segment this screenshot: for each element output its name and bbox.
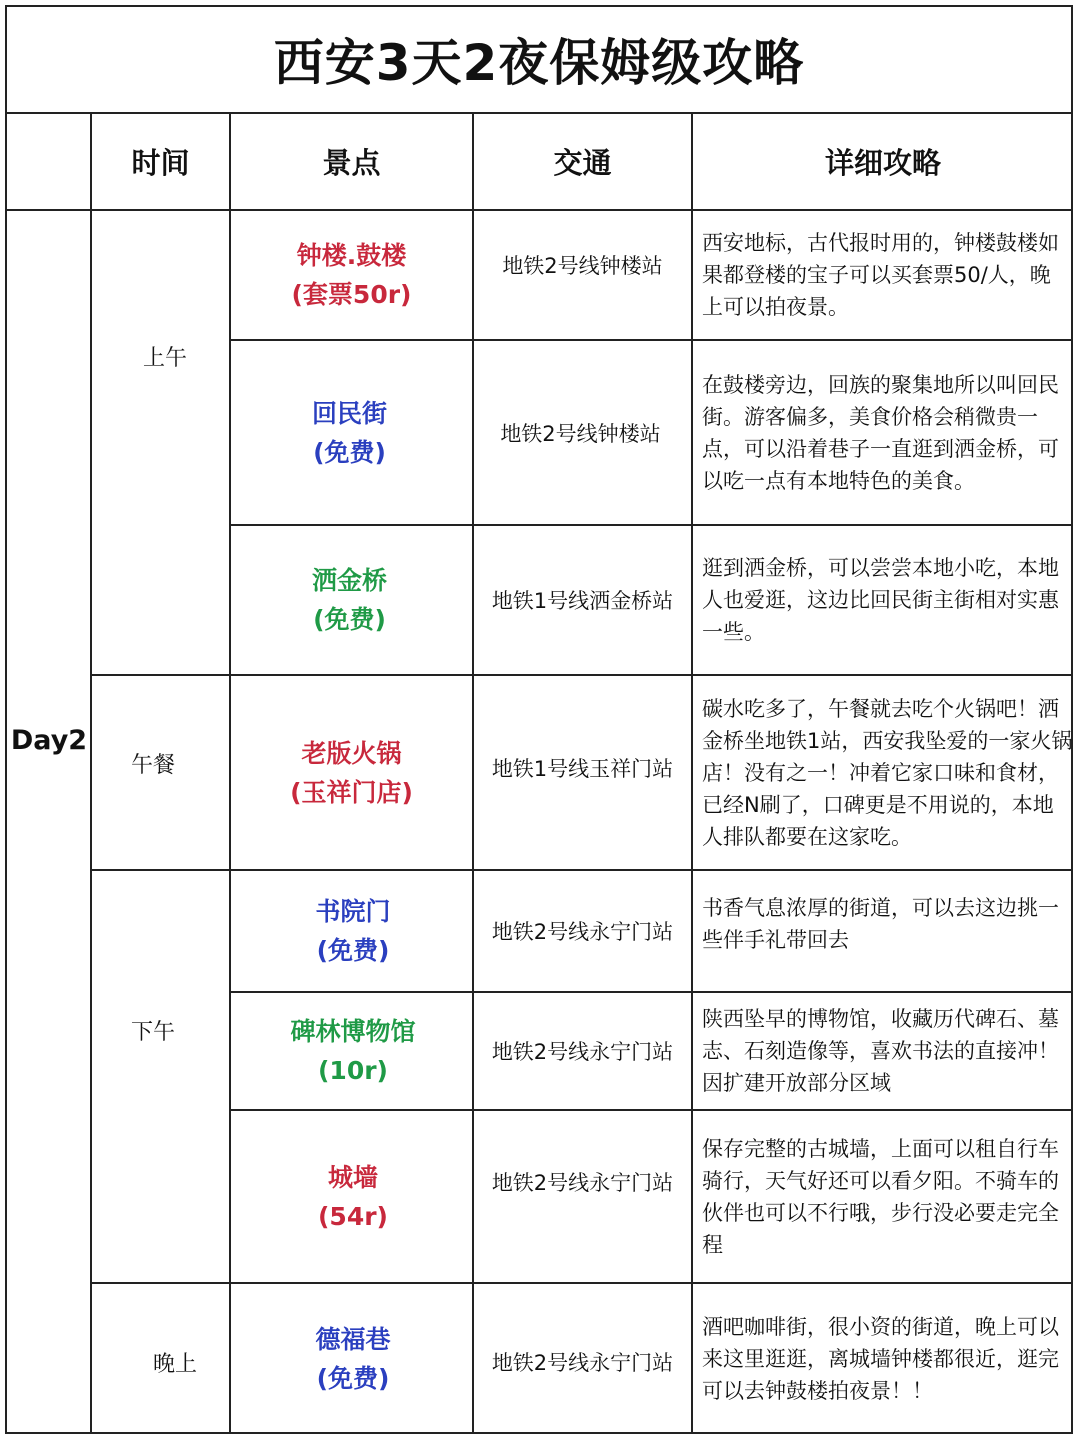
spot-price: (套票50r): [291, 280, 412, 309]
detail-cell: 保存完整的古城墙，上面可以租自行车骑行，天气好还可以看夕阳。不骑车的伙伴也可以不行哦，步行没必要走完全程: [702, 1136, 1059, 1257]
spot-price: (玉祥门店): [290, 777, 413, 807]
period-morning: 上午: [142, 345, 187, 371]
spot-price: (免费): [313, 437, 386, 467]
spot-cell: [231, 1284, 475, 1434]
spot-name: 老版火锅: [301, 738, 402, 768]
spot-cell: [231, 993, 475, 1109]
detail-cell: 陕西坠早的博物馆，收藏历代碑石、墓志、石刻造像等，喜欢书法的直接冲！因扩建开放部分区域: [702, 1007, 1059, 1095]
spot-name: 德福巷: [315, 1325, 391, 1354]
transport-cell: 地铁2号线钟楼站: [502, 254, 663, 278]
detail-cell: 酒吧咖啡街，很小资的街道，晚上可以来这里逛逛，离城墙钟楼都很近，逛完可以去钟鼓楼拍夜景！！: [702, 1315, 1059, 1403]
spot-cell: [231, 341, 468, 524]
spot-price: (免费): [316, 936, 390, 965]
spot-name: 回民街: [311, 398, 387, 428]
page-title: 西安3天2夜保姆级攻略: [273, 33, 805, 92]
detail-cell: 碳水吃多了，午餐就去吃个火锅吧！洒金桥坐地铁1站，西安我坠爱的一家火锅店！没有之一！冲着它家口味和食材，已经N刷了，口碑更是不用说的，本地人排队都要在这家吃。: [702, 696, 1073, 849]
spot-price: (10r): [318, 1056, 388, 1085]
transport-cell: 地铁2号线永宁门站: [491, 1040, 674, 1064]
spot-price: (免费): [313, 605, 386, 634]
spot-cell: [231, 676, 472, 869]
header-time: 时间: [131, 146, 190, 180]
transport-cell: 地铁2号线永宁门站: [491, 1170, 674, 1195]
period-evening: 晚上: [152, 1351, 197, 1377]
spot-name: 书院门: [315, 897, 391, 926]
spot-cell: [231, 1111, 475, 1282]
header-transport: 交通: [553, 146, 612, 180]
spot-name: 碑林博物馆: [290, 1017, 416, 1046]
transport-cell: 地铁2号线永宁门站: [491, 920, 674, 944]
detail-cell: 在鼓楼旁边，回族的聚集地所以叫回民街。游客偏多，美食价格会稍微贵一点，可以沿着巷子一直逛到洒金桥，可以吃一点有本地特色的美食。: [702, 372, 1059, 493]
transport-cell: 地铁1号线洒金桥站: [491, 589, 674, 613]
detail-cell: 书香气息浓厚的街道，可以去这边挑一些伴手礼带回去: [702, 896, 1059, 952]
detail-cell: 逛到洒金桥，可以尝尝本地小吃，本地人也爱逛，这边比回民街主街相对实惠一些。: [702, 556, 1059, 644]
spot-price: (54r): [318, 1201, 388, 1231]
transport-cell: 地铁2号线永宁门站: [491, 1350, 674, 1375]
header-spot: 景点: [322, 146, 381, 180]
period-afternoon: 下午: [130, 1019, 175, 1045]
spot-cell: [231, 211, 472, 339]
spot-cell: [231, 526, 468, 674]
transport-cell: 地铁1号线玉祥门站: [491, 756, 674, 781]
spot-name: 钟楼.鼓楼: [296, 241, 407, 270]
detail-cell: 西安地标，古代报时用的，钟楼鼓楼如果都登楼的宝子可以买套票50/人，晚上可以拍夜景。: [702, 231, 1059, 319]
spot-name: 洒金桥: [311, 566, 387, 595]
spot-cell: [231, 871, 475, 991]
header-detail: 详细攻略: [824, 146, 941, 180]
spot-name: 城墙: [327, 1162, 378, 1192]
transport-cell: 地铁2号线钟楼站: [500, 421, 661, 446]
spot-price: (免费): [316, 1364, 390, 1393]
period-lunch: 午餐: [130, 752, 175, 778]
day-label: Day2: [10, 724, 88, 756]
